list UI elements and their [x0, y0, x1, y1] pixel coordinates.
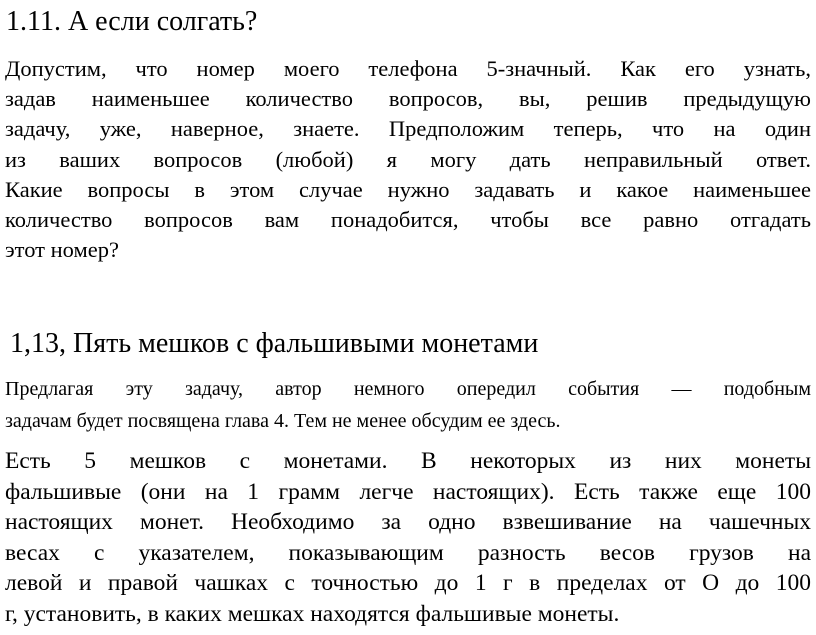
- text-line: левой и правой чашках с точностью до 1 г в пределах от О до 100: [5, 570, 811, 597]
- text-line: г, установить, в каких мешках находятся фальшивые монеты.: [5, 600, 620, 627]
- section-2-problem-text: [5, 446, 811, 630]
- text-line: настоящих монет. Необходимо за одно взвешивание на чашечных: [5, 509, 811, 536]
- text-line: Предлагая эту задачу, автор немного опередил события — подобным: [5, 378, 811, 400]
- section-2-intro-text: [5, 373, 811, 437]
- text-line: этот номер?: [5, 237, 119, 263]
- text-line: фальшивые (они на 1 грамм легче настоящих). Есть также еще 100: [5, 478, 811, 505]
- text-line: из ваших вопросов (любой) я могу дать неправильный ответ.: [5, 146, 811, 172]
- text-line: Допустим, что номер моего телефона 5-значный. Как его узнать,: [5, 56, 811, 81]
- text-line: задачу, уже, наверное, знаете. Предположим теперь, что на один: [5, 116, 811, 142]
- text-line: задачам будет посвящена глава 4. Тем не менее обсудим ее здесь.: [5, 410, 561, 432]
- text-line: весах с указателем, показывающим разность весов грузов на: [5, 539, 811, 566]
- text-line: Какие вопросы в этом случае нужно задавать и какое наименьшее: [5, 176, 811, 202]
- text-line: количество вопросов вам понадобится, чтобы все равно отгадать: [5, 207, 811, 233]
- text-line: задав наименьшее количество вопросов, вы, решив предыдущую: [5, 86, 811, 112]
- text-line: Есть 5 мешков с монетами. В некоторых из них монеты: [5, 448, 811, 474]
- section-1-title: 1.11. А если солгать?: [6, 6, 258, 37]
- section-1-problem-text: [5, 54, 811, 265]
- section-2-title: 1,13, Пять мешков с фальшивыми монетами: [10, 328, 539, 359]
